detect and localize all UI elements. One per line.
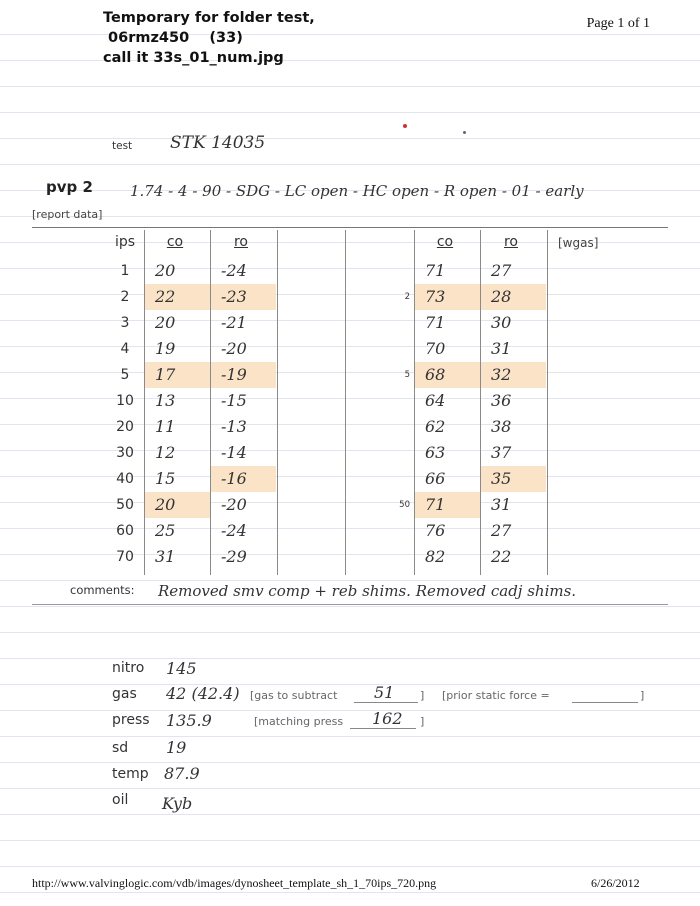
co2-header: co xyxy=(436,234,454,250)
table-cell-ro2: 37 xyxy=(491,443,512,462)
table-cell-ro: -29 xyxy=(221,547,247,566)
table-cell-ips: 4 xyxy=(120,341,130,357)
gas-subtract-close: ] xyxy=(420,689,425,702)
table-cell-co: 17 xyxy=(145,362,210,388)
table-cell-co: 11 xyxy=(155,417,176,436)
table-cell-ips: 3 xyxy=(120,315,130,331)
table-cell-ips: 40 xyxy=(116,471,134,487)
footer-url: http://www.valvinglogic.com/vdb/images/dynosheet_template_sh_1_70ips_720.png xyxy=(32,876,437,890)
header-line-2: 06rmz450 (33) xyxy=(103,30,243,46)
table-cell-ro2: 22 xyxy=(491,547,512,566)
ips-header: ips xyxy=(114,234,136,250)
table-cell-co: 22 xyxy=(145,284,210,310)
dyno-table xyxy=(0,230,700,575)
table-cell-ro: -14 xyxy=(221,443,247,462)
table-cell-ips: 20 xyxy=(116,419,134,435)
table-cell-ro: -21 xyxy=(221,313,247,332)
gas-subtract-label: [gas to subtract xyxy=(250,689,338,702)
report-data-label: [report data] xyxy=(32,208,103,221)
sd-label: sd xyxy=(112,740,129,756)
ro-header: ro xyxy=(233,234,248,250)
table-cell-ips: 1 xyxy=(120,263,130,279)
section-divider xyxy=(32,227,668,228)
gas-subtract-value: 51 xyxy=(374,683,395,702)
scan-mark-red xyxy=(403,124,407,128)
pvp-notes: 1.74 - 4 - 90 - SDG - LC open - HC open - R open - 01 - early xyxy=(130,182,584,200)
test-label: test xyxy=(112,140,133,152)
test-value: STK 14035 xyxy=(170,133,266,153)
table-cell-co: 20 xyxy=(155,261,176,280)
table-cell-ro: -24 xyxy=(221,261,247,280)
nitro-label: nitro xyxy=(112,660,145,676)
table-cell-co: 25 xyxy=(155,521,176,540)
table-cell-co2: 64 xyxy=(425,391,446,410)
table-cell-ips: 5 xyxy=(120,367,130,383)
table-cell-co2: 70 xyxy=(425,339,446,358)
matching-press-underline xyxy=(350,728,416,729)
table-cell-co2: 76 xyxy=(425,521,446,540)
table-cell-co2: 62 xyxy=(425,417,446,436)
comments-label: comments: xyxy=(70,583,135,597)
table-cell-co: 20 xyxy=(155,313,176,332)
table-cell-mark: 2 xyxy=(404,292,410,302)
table-cell-co: 13 xyxy=(155,391,176,410)
col-divider xyxy=(547,230,548,575)
table-cell-co: 31 xyxy=(155,547,176,566)
table-cell-ro2: 32 xyxy=(481,362,546,388)
pvp-title: pvp 2 xyxy=(46,178,93,196)
wgas-header: [wgas] xyxy=(558,236,599,250)
ro2-header: ro xyxy=(503,234,518,250)
prior-static-underline xyxy=(572,702,638,703)
table-cell-ro: -15 xyxy=(221,391,247,410)
table-cell-mark: 5 xyxy=(404,370,410,380)
table-cell-ro2: 27 xyxy=(491,261,512,280)
gas-value: 42 (42.4) xyxy=(166,684,240,703)
table-cell-ips: 60 xyxy=(116,523,134,539)
prior-static-close: ] xyxy=(640,689,645,702)
table-cell-ips: 30 xyxy=(116,445,134,461)
temp-value: 87.9 xyxy=(164,764,200,783)
table-cell-co2: 71 xyxy=(415,492,480,518)
page-indicator: Page 1 of 1 xyxy=(586,16,650,31)
press-label: press xyxy=(112,712,150,728)
table-cell-ips: 50 xyxy=(116,497,134,513)
table-cell-co2: 68 xyxy=(415,362,480,388)
table-cell-ips: 70 xyxy=(116,549,134,565)
footer-date: 6/26/2012 xyxy=(591,876,640,890)
table-cell-ro2: 31 xyxy=(491,495,512,514)
table-cell-co2: 71 xyxy=(425,313,446,332)
table-cell-mark: 50 xyxy=(399,500,410,510)
table-cell-ips: 2 xyxy=(120,289,130,305)
scan-mark-gray xyxy=(463,131,466,134)
oil-value: Kyb xyxy=(162,794,193,813)
gas-label: gas xyxy=(112,686,137,702)
table-cell-ro: -19 xyxy=(211,362,276,388)
temp-label: temp xyxy=(112,766,149,782)
table-cell-co2: 66 xyxy=(425,469,446,488)
comments-divider xyxy=(32,604,668,605)
table-cell-co2: 63 xyxy=(425,443,446,462)
nitro-value: 145 xyxy=(166,659,197,678)
matching-press-value: 162 xyxy=(372,709,403,728)
table-cell-co2: 82 xyxy=(425,547,446,566)
gas-subtract-underline xyxy=(354,702,418,703)
table-cell-co: 20 xyxy=(145,492,210,518)
table-cell-ro: -13 xyxy=(221,417,247,436)
table-cell-ro2: 35 xyxy=(481,466,546,492)
table-cell-ro2: 38 xyxy=(491,417,512,436)
header-line-3: call it 33s_01_num.jpg xyxy=(103,50,284,66)
table-cell-ro2: 27 xyxy=(491,521,512,540)
col-divider xyxy=(277,230,278,575)
table-cell-ips: 10 xyxy=(116,393,134,409)
prior-static-label: [prior static force = xyxy=(442,689,550,702)
table-cell-ro2: 30 xyxy=(491,313,512,332)
table-cell-ro: -23 xyxy=(211,284,276,310)
table-cell-ro: -24 xyxy=(221,521,247,540)
table-cell-co: 15 xyxy=(155,469,176,488)
matching-press-close: ] xyxy=(420,715,425,728)
header-line-1: Temporary for folder test, xyxy=(103,10,315,26)
oil-label: oil xyxy=(112,792,129,808)
table-cell-co2: 73 xyxy=(415,284,480,310)
matching-press-label: [matching press xyxy=(254,715,344,728)
comments-text: Removed smv comp + reb shims. Removed cadj shims. xyxy=(158,582,577,600)
table-cell-ro2: 28 xyxy=(481,284,546,310)
table-cell-ro2: 36 xyxy=(491,391,512,410)
table-cell-ro: -16 xyxy=(211,466,276,492)
table-cell-ro: -20 xyxy=(221,495,247,514)
table-cell-co: 12 xyxy=(155,443,176,462)
press-value: 135.9 xyxy=(166,711,212,730)
header-block xyxy=(103,8,315,68)
sd-value: 19 xyxy=(166,738,187,757)
table-cell-co: 19 xyxy=(155,339,176,358)
table-cell-ro2: 31 xyxy=(491,339,512,358)
col-divider xyxy=(345,230,346,575)
table-cell-co2: 71 xyxy=(425,261,446,280)
co-header: co xyxy=(166,234,184,250)
table-cell-ro: -20 xyxy=(221,339,247,358)
